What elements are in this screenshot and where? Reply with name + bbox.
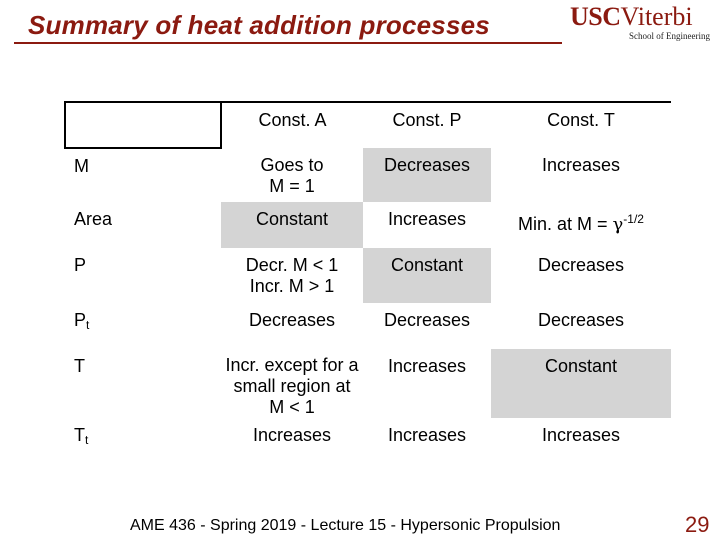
cell-line: Decr. M < 1 (245, 255, 339, 275)
summary-table (64, 101, 671, 464)
cell-t-const-a (221, 349, 363, 418)
label-subscript: t (85, 433, 89, 447)
cell-tt-const-p: Increases (387, 425, 467, 445)
slide-title: Summary of heat addition processes (28, 10, 490, 40)
table-row (65, 202, 671, 248)
cell-t-const-p: Increases (387, 356, 467, 376)
gamma-exponent: -1/2 (623, 212, 644, 226)
label-main: P (74, 310, 87, 330)
cell-line: Goes to (260, 155, 324, 175)
gamma-symbol: γ (612, 214, 624, 235)
cell-area-const-p: Increases (387, 209, 467, 229)
cell-tt-const-a: Increases (252, 425, 332, 445)
logo-wordmark (570, 2, 693, 32)
cell-tt-const-t: Increases (541, 425, 621, 445)
cell-line: small region at (233, 376, 351, 396)
cell-p-const-a (221, 248, 363, 303)
row-label-p: P (74, 255, 87, 275)
cell-area-const-a: Constant (221, 202, 363, 248)
cell-p-const-p: Constant (363, 248, 491, 303)
cell-line: M < 1 (269, 397, 315, 417)
table-row (65, 148, 671, 202)
cell-area-const-t (491, 202, 671, 248)
logo-subtitle: School of Engineering (629, 31, 710, 41)
cell-m-const-a (221, 148, 363, 202)
logo-usc: USC (570, 2, 621, 31)
header-corner-cell (65, 102, 221, 148)
footer-text: AME 436 - Spring 2019 - Lecture 15 - Hypersonic Propulsion (130, 517, 561, 534)
label-main: T (74, 425, 85, 445)
cell-p-const-t: Decreases (537, 255, 625, 275)
title-underline (14, 42, 562, 44)
table-row (65, 303, 671, 349)
cell-pt-const-p: Decreases (383, 310, 471, 330)
row-label-area: Area (74, 209, 113, 229)
cell-pt-const-t: Decreases (537, 310, 625, 330)
header-const-a: Const. A (221, 102, 363, 148)
logo-viterbi: Viterbi (620, 2, 693, 31)
cell-m-const-p: Decreases (363, 148, 491, 202)
header-row (65, 102, 671, 148)
row-label-t: T (74, 356, 85, 376)
cell-t-const-t: Constant (491, 349, 671, 418)
row-label-tt (65, 418, 221, 464)
cell-m-const-t: Increases (541, 155, 621, 175)
cell-line: M = 1 (269, 176, 315, 196)
cell-line: Incr. except for a (225, 355, 359, 375)
header-const-t: Const. T (491, 102, 671, 148)
label-subscript: t (86, 318, 90, 332)
header-const-p: Const. P (363, 102, 491, 148)
page-number: 29 (685, 512, 710, 537)
usc-viterbi-logo (570, 2, 712, 44)
cell-text: Min. at M = (518, 214, 613, 234)
cell-pt-const-a: Decreases (248, 310, 336, 330)
row-label-pt (65, 303, 221, 349)
cell-line: Incr. M > 1 (249, 276, 335, 296)
table-row (65, 248, 671, 303)
table-row (65, 418, 671, 464)
table-row (65, 349, 671, 418)
row-label-m: M (74, 156, 89, 176)
